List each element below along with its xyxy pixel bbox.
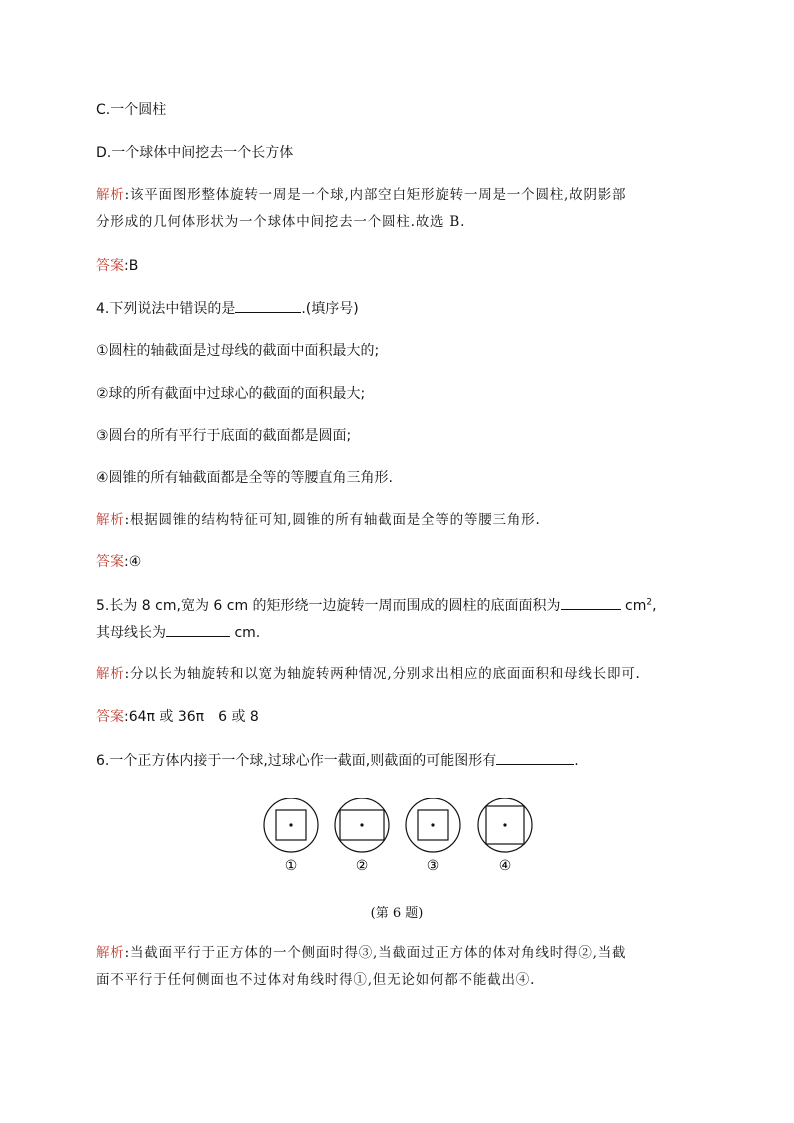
center-dot xyxy=(289,823,292,826)
section-2 xyxy=(335,798,389,874)
q5-stem-line2: 其母线长为 cm. xyxy=(96,622,260,643)
q4-item-3: ③圆台的所有平行于底面的截面都是圆面; xyxy=(96,428,352,444)
q4-analysis: 解析:根据圆锥的结构特征可知,圆锥的所有轴截面是全等的等腰三角形. xyxy=(96,512,541,528)
center-dot xyxy=(431,823,434,826)
answer-label: 答案 xyxy=(96,258,124,274)
q6-stem: 6.一个正方体内接于一个球,过球心作一截面,则截面的可能图形有 . xyxy=(96,750,579,771)
q3-analysis-line2: 分形成的几何体形状为一个球体中间挖去一个圆柱.故选 B. xyxy=(96,214,466,230)
answer-label: 答案 xyxy=(96,709,124,725)
q4-item-2: ②球的所有截面中过球心的截面的面积最大; xyxy=(96,386,366,402)
section-1 xyxy=(264,798,318,874)
figure-label: ③ xyxy=(426,858,440,874)
analysis-label: 解析 xyxy=(96,945,125,961)
section-3 xyxy=(406,798,460,874)
cross-section-figure xyxy=(0,798,794,890)
shapes-blank[interactable] xyxy=(496,750,574,765)
q3-answer: 答案:B xyxy=(96,258,139,274)
analysis-label: 解析 xyxy=(96,512,125,528)
section-4 xyxy=(478,798,532,874)
center-dot xyxy=(360,823,363,826)
q6-analysis-line2: 面不平行于任何侧面也不过体对角线时得①,但无论如何都不能截出④. xyxy=(96,972,536,988)
q5-answer: 答案:64π 或 36π 6 或 8 xyxy=(96,709,259,725)
length-blank[interactable] xyxy=(166,622,230,637)
answer-blank[interactable] xyxy=(235,298,301,313)
q4-answer: 答案:④ xyxy=(96,554,142,570)
figure-label: ④ xyxy=(498,858,512,874)
area-blank[interactable] xyxy=(561,595,621,610)
q4-stem: 4.下列说法中错误的是 .(填序号) xyxy=(96,298,359,319)
option-d: D.一个球体中间挖去一个长方体 xyxy=(96,145,294,161)
q5-analysis: 解析:分以长为轴旋转和以宽为轴旋转两种情况,分别求出相应的底面面积和母线长即可. xyxy=(96,666,641,682)
center-dot xyxy=(503,823,506,826)
q4-item-4: ④圆锥的所有轴截面都是全等的等腰直角三角形. xyxy=(96,470,393,486)
figure-label: ② xyxy=(355,858,369,874)
q3-analysis-line1: 解析:该平面图形整体旋转一周是一个球,内部空白矩形旋转一周是一个圆柱,故阴影部 xyxy=(96,187,627,203)
q6-analysis-line1: 解析:当截面平行于正方体的一个侧面时得③,当截面过正方体的体对角线时得②,当截 xyxy=(96,945,627,961)
q5-stem-line1: 5.长为 8 cm,宽为 6 cm 的矩形绕一边旋转一周而围成的圆柱的底面面积为 $cm^2$, xyxy=(96,595,657,616)
q4-item-1: ①圆柱的轴截面是过母线的截面中面积最大的; xyxy=(96,343,380,359)
figure-caption: (第 6 题) xyxy=(370,906,424,921)
analysis-label: 解析 xyxy=(96,666,125,682)
analysis-label: 解析 xyxy=(96,187,125,203)
answer-label: 答案 xyxy=(96,554,124,570)
figure-label: ① xyxy=(284,858,298,874)
option-c: C.一个圆柱 xyxy=(96,102,167,118)
